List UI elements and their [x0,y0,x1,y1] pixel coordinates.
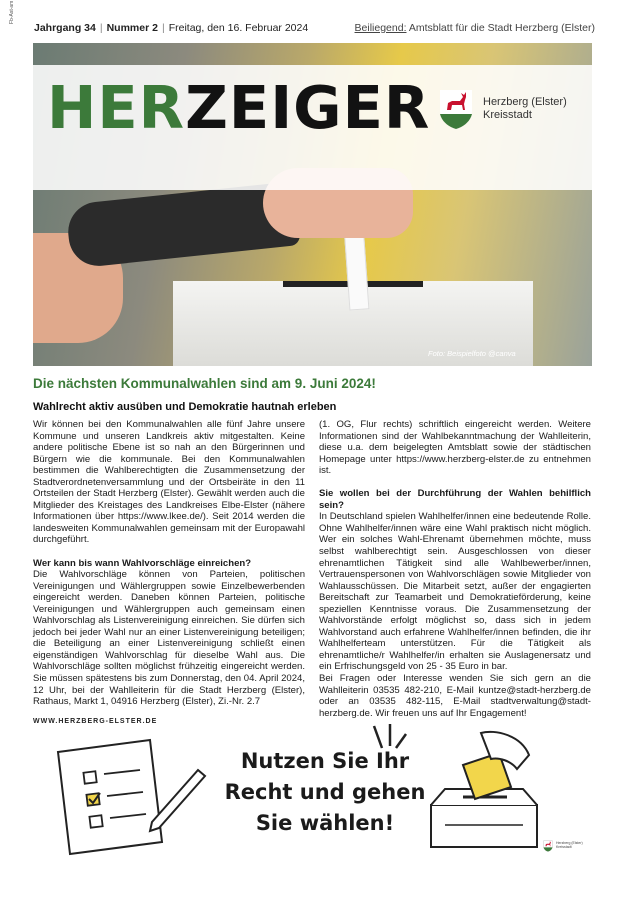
title-green-part: HER [47,73,186,142]
section-heading-helpers: Sie wollen bei der Durchführung der Wahlen behilflich sein? [319,488,591,511]
paragraph-intro: Wir können bei den Kommunalwahlen alle fünf Jahre unsere Kommune und unseren Landkreis aktiv mitgestalten. Keine andere politische Ebene ist so nah an den Bürgerinnen und Bürgern wie die kommunale. Bei den Kommunalwahlen bestimmen die Wahlberechtigten die Zusammensetzung der Stadtverordnetenversammlung und der Ortsbeiräte in den 11 Ortsteilen der Stadt Herzberg (Elster). Gewählt werden auch die Mitglieder des Kreistages des Landkreises Elbe-Elster (nähere Informationen über https://www.lkee.de/). Seit 2014 werden die landesweiten Kommunalwahlen gemeinsam mit der Europawahl durchgeführt. [33,419,305,546]
masthead-title [47,73,431,142]
paragraph-proposals: Die Wahlvorschläge können von Parteien, politischen Vereinigungen und Wählergruppen sowie Einzelbewerbenden eingereicht werden. Daneben können Parteien, politische Vereinigungen und Wählergruppen auch gemeinsam einen Wahlvorschlag als Listenvereinigung einreichen. Sie dürfen sich jedoch bei jeder Wahl nur an einer Listenvereinigung beteiligen; die Beteiligung an einer Listenvereinigung schließt einen eigenständigen Wahlvorschlag für dieselbe Wahl aus. Die Wahlvorschläge sollten möglichst frühzeitig eingereicht werden. Sie müssen spätestens bis zum Donnerstag, den 04. April 2024, 12 Uhr, bei der Wahlleiterin für die Stadt Herzberg (Elster), Rathaus, Markt 1, 04916 Herzberg (Elster), Zi.-Nr. 2.7 [33,569,305,708]
paragraph-helpers: In Deutschland spielen Wahlhelfer/innen eine bedeutende Rolle. Ohne Wahlhelfer/innen wäre eine Wahl praktisch nicht möglich. Wer ein solches Wahl-Ehrenamt übernehmen möchte, muss selbst wahlberechtigt sein. Ausgeschlossen von dieser ehrenamtlichen Tätigkeit sind alle Wahlbewerber/innen, Vertrauenspersonen von Wahlvorschlägen sowie Mitglieder von Wahlausschüssen. Die Mitarbeit setzt, außer der engagierten Bereitschaft zur Teamarbeit und Demokratieförderung, keine speziellen Kenntnisse voraus. Die Zusammensetzung der Wahlvorstände erfolgt möglichst so, dass sich in jedem Wahlvorstand auch erfahrene Wahlhelfer/innen befinden, die ihr Wahlhelferteam unterstützen. Für die Tätigkeit als ehrenamtliche/r Wahlhelfer/in erhalten sie Auslagenersatz und ein Erfrischungsgeld von 25 - 35 Euro in bar. [319,511,591,673]
paragraph-continued: (1. OG, Flur rechts) schriftlich eingereicht werden. Weitere Informationen sind der Wahlbekanntmachung der Wahlleiterin, diese u.a. dem beigelegten Amtsblatt sowie der städtischen Homepage unter https://www.herzberg-elster.de zu entnehmen ist. [319,419,591,477]
article-headline: Die nächsten Kommunalwahlen sind am 9. Juni 2024! [33,376,376,391]
side-code: Fb-Ast-am [9,0,15,24]
city-name-line1: Herzberg (Elster) [483,96,567,108]
footer-city-name [556,841,583,849]
hero-photo [33,43,592,366]
footer-city-line1: Herzberg (Elster) [556,841,583,845]
insert-note [355,22,595,34]
slogan-line-1: Nutzen Sie Ihr [240,749,410,773]
insert-text: Amtsblatt für die Stadt Herzberg (Elster) [408,22,595,34]
volume: Jahrgang 34 [34,22,96,34]
slogan-line-2: Recht und gehen [224,780,426,804]
insert-label: Beiliegend: [354,22,407,34]
ballot-box-hand-icon [425,725,545,855]
article-column-left [33,419,305,708]
footer-website: WWW.HERZBERG-ELSTER.DE [33,718,158,725]
issue-info: Jahrgang 34 | Nummer 2 | Freitag, den 16. Februar 2024 [34,22,309,34]
ballot-checklist-icon [50,730,210,860]
article-column-right [319,419,591,719]
section-heading-proposals: Wer kann bis wann Wahlvorschläge einreichen? [33,557,252,569]
footer-crest-icon [543,840,553,852]
paragraph-contact: Bei Fragen oder Interesse wenden Sie sich gern an die Wahlleiterin 03535 482-210, E-Mail kuntze@stadt-herzberg.de oder an 03535 482-115, E-Mail stadtverwaltung@stadt-herzberg.de. Wir freuen uns auf Ihr Engagement! [319,672,591,719]
issue-number: Nummer 2 [106,22,158,34]
issue-date: Freitag, den 16. Februar 2024 [168,22,309,34]
city-name-line2: Kreisstadt [483,109,532,121]
footer-slogan [205,746,445,839]
title-black-part: ZEIGER [185,73,431,142]
city-crest-icon [438,88,474,130]
city-name [483,96,567,122]
article-subheadline: Wahlrecht aktiv ausüben und Demokratie hautnah erleben [33,401,337,413]
slogan-line-3: Sie wählen! [255,811,395,835]
sparkle-lines-icon [360,718,420,758]
footer-city-line2: Kreisstadt [556,845,572,849]
photo-credit: Foto: Beispielfoto @canva [428,349,516,358]
